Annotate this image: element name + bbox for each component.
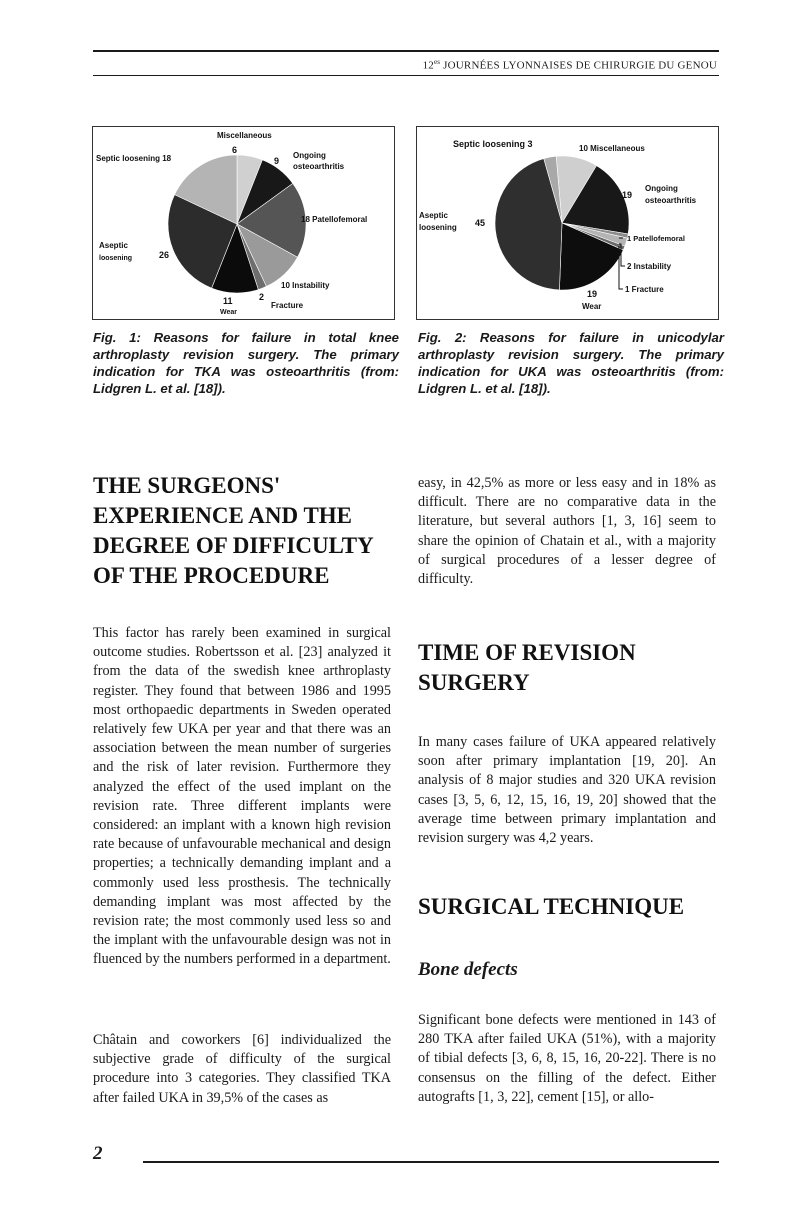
figure-1-caption: Fig. 1: Reasons for failure in total knee arthroplasty revision surgery. The primary indication for TKA was osteoarthritis (from: Lidgren L. et al. [18]). [93,330,399,396]
figure-1-pie-chart [93,127,394,319]
label-wear-value: 11 [223,296,233,306]
label-aseptic-value: 45 [475,218,486,228]
footer-rule [143,1161,719,1163]
header-top-rule [93,50,719,52]
label-aseptic-line2: loosening [419,223,457,232]
label-patellofemoral: 18 Patellofemoral [301,215,368,224]
label-ongoing-line1: Ongoing [293,151,326,160]
label-aseptic-value: 26 [159,250,170,260]
label-aseptic-line2: loosening [99,255,133,262]
label-misc: 10 Miscellaneous [579,144,645,153]
heading-surgical-technique: SURGICAL TECHNIQUE [418,894,685,919]
label-fracture: 1 Fracture [625,285,664,294]
page-number: 2 [93,1143,103,1164]
label-instability: 2 Instability [627,262,672,271]
pie-2-slices [495,156,629,290]
label-septic: Septic loosening 18 [96,154,172,163]
label-fracture-name: Fracture [271,301,304,310]
heading-surgeons-experience: THE SURGEONS' EXPERIENCE AND THE DEGREE OF DIFFICULTY OF THE PROCEDURE [93,473,373,588]
header-bottom-rule [93,75,719,76]
label-ongoing-line1: Ongoing [645,184,678,193]
label-ongoing-value: 9 [274,156,280,166]
label-ongoing-line2: osteoarthritis [645,196,697,205]
paragraph-bone-defects: Significant bone defects were mentioned in 143 of 280 TKA after failed UKA (51%), with a majority of tibial defects [3, 6, 8, 15, 16, 20-22]. There is no consensus on the filling of the defect. Either autografts [1, 3, 22], cement [15], or allo- [418,1012,716,1105]
label-fracture-value: 2 [259,292,265,302]
paragraph-experience-3: easy, in 42,5% as more or less easy and in 18% as difficult. There are no comparative data in the literature, but several authors [1, 3, 16] seem to share the opinion of Chatain et al., with a majority of surgical procedures of a lesser degree of difficulty. [418,475,716,588]
pie-1-slices [168,155,306,293]
label-wear-name: Wear [582,302,602,311]
label-aseptic-line1: Aseptic [419,211,448,220]
figure-2-caption: Fig. 2: Reasons for failure in unicodylar arthroplasty revision surgery. The primary indication for UKA was osteoarthritis (from: Lidgren L. et al. [18]). [418,330,724,396]
figure-2-box [416,126,719,320]
paragraph-time-1: In many cases failure of UKA appeared relatively soon after primary implantation [19, 20]. An analysis of 8 major studies and 320 UKA revision cases [3, 5, 6, 12, 15, 16, 19, 20] showed that the average time between primary implantation and revision surgery was 4,2 years. [418,734,716,847]
label-wear-name: Wear [220,309,237,316]
label-patellofemoral: 1 Patellofemoral [627,234,685,243]
paragraph-experience-2: Châtain and coworkers [6] individualized the subjective grade of difficulty of the surgical procedure into 3 categories. They classified TKA after failed UKA in 39,5% of the cases as [93,1032,391,1106]
label-aseptic-line1: Aseptic [99,241,128,250]
subheading-bone-defects: Bone defects [418,959,518,980]
label-ongoing-value: 19 [622,190,633,200]
label-misc-value: 6 [232,145,238,155]
heading-time-of-revision: TIME OF REVISION SURGERY [418,640,636,695]
figure-2-pie-chart [417,127,718,319]
label-septic: Septic loosening 3 [453,139,533,149]
running-title: $12^{es}$ JOURNÉES LYONNAISES DE CHIRURGIE DU GENOU [422,58,717,72]
figure-1-box [92,126,395,320]
label-instability: 10 Instability [281,281,330,290]
paragraph-experience-1: This factor has rarely been examined in surgical outcome studies. Robertsson et al. [23] analyzed it from the data of the swedish knee arthroplasty register. They found that between 1986 and 1995 most orthopaedic departments in Sweden operated relatively few UKA per year and that there was an association between the mean number of surgeries and the risk of later revision. Furthermore they analyzed the effect of the used implant on the revision rate. Three different implants were considered: an implant with a known high revision rate because of unfavourable mechanical and design properties; a technically demanding implant and a commonly used less prosthesis. The technically demanding implant was most affected by the revision rate; the most commonly used less so and the implant with the unfavourable design was not in fluenced by the numbers performed in a department. [93,625,391,968]
label-wear-value: 19 [587,289,598,299]
label-ongoing-line2: osteoarthritis [293,162,345,171]
label-misc-name: Miscellaneous [217,131,272,140]
